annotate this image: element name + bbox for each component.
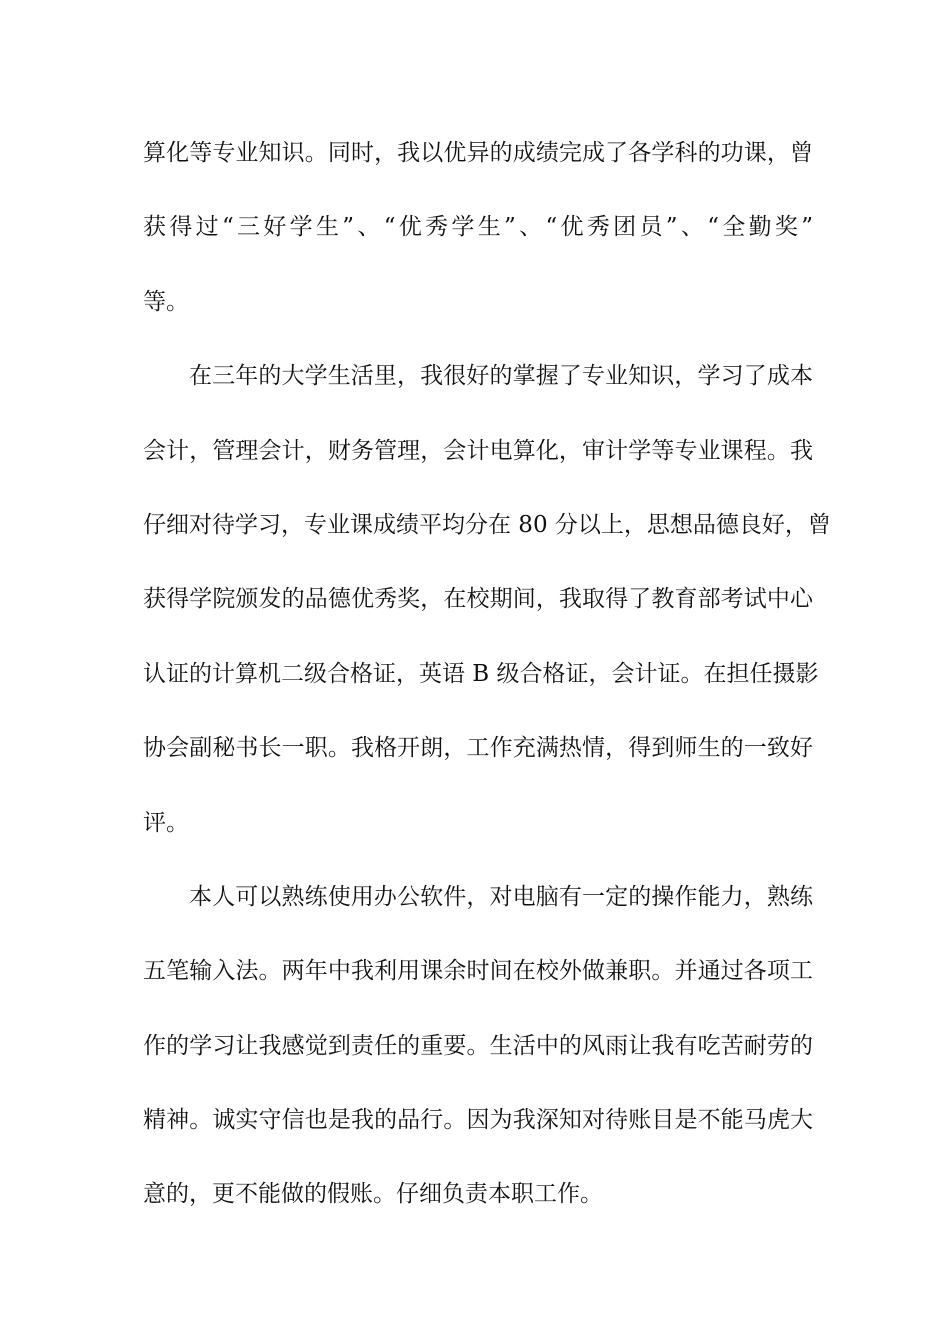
text-line: 意的，更不能做的假账。仔细负责本职工作。 <box>143 1181 603 1208</box>
text-line: 获得学院颁发的品德优秀奖，在校期间，我取得了教育部考试中心 <box>143 586 813 613</box>
text-line: 认证的计算机二级合格证，英语 B 级合格证，会计证。在担任摄影 <box>143 660 819 687</box>
text-line: 精神。诚实守信也是我的品行。因为我深知对待账目是不能马虎大 <box>143 1107 813 1134</box>
text-line: 获得过“三好学生”、“优秀学生”、“优秀团员”、“全勤奖” <box>143 214 813 241</box>
text-line: 作的学习让我感觉到责任的重要。生活中的风雨让我有吃苦耐劳的 <box>143 1032 813 1059</box>
text-line: 评。 <box>143 809 189 836</box>
text-line: 协会副秘书长一职。我格开朗，工作充满热情，得到师生的一致好 <box>143 735 813 762</box>
text-line: 算化等专业知识。同时，我以优异的成绩完成了各学科的功课，曾 <box>143 140 813 166</box>
paragraph-first-line: 在三年的大学生活里，我很好的掌握了专业知识，学习了成本 <box>189 363 813 390</box>
text-line: 仔细对待学习，专业课成绩平均分在 80 分以上，思想品德良好，曾 <box>143 511 831 538</box>
paragraph-first-line: 本人可以熟练使用办公软件，对电脑有一定的操作能力，熟练 <box>189 883 813 910</box>
document-body <box>143 127 831 1243</box>
text-line: 会计，管理会计，财务管理，会计电算化，审计学等专业课程。我 <box>143 437 813 464</box>
text-line: 五笔输入法。两年中我利用课余时间在校外做兼职。并通过各项工 <box>143 958 813 985</box>
text-line: 等。 <box>143 288 189 315</box>
